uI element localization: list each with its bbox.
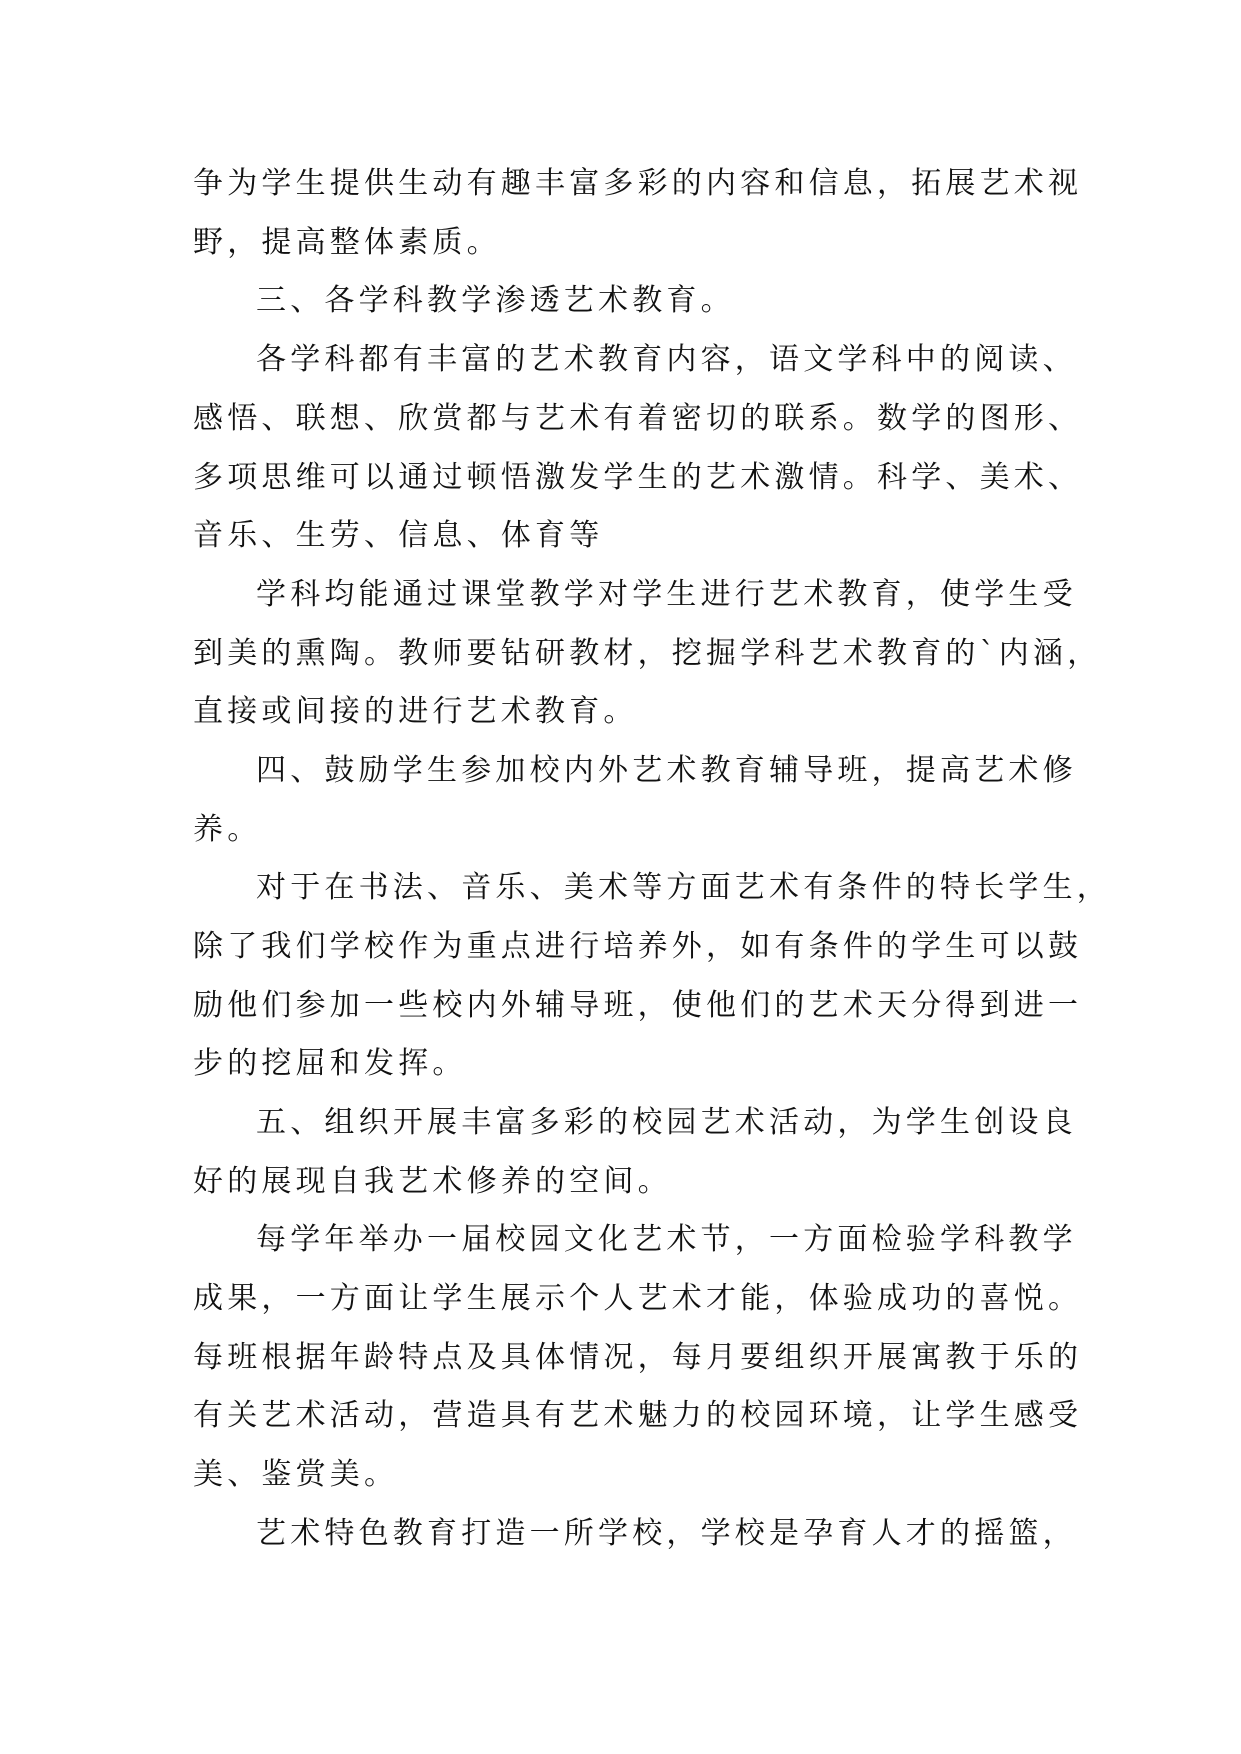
text-line: 有关艺术活动，营造具有艺术魅力的校园环境，让学生感受 [193,1398,1083,1433]
text-line: 步的挖屈和发挥。 [193,1046,467,1081]
section-heading: 四、鼓励学生参加校内外艺术教育辅导班，提高艺术修 [256,753,1077,788]
text-line: 对于在书法、音乐、美术等方面艺术有条件的特长学生， [256,870,1111,905]
text-line: 每学年举办一届校园文化艺术节，一方面检验学科教学 [256,1222,1077,1257]
section-heading-continued: 养。 [193,812,262,847]
section-heading-continued: 好的展现自我艺术修养的空间。 [193,1164,672,1199]
text-line: 到美的熏陶。教师要钻研教材，挖掘学科艺术教育的`内涵， [193,636,1102,671]
text-line: 音乐、生劳、信息、体育等 [193,518,604,553]
text-line: 感悟、联想、欣赏都与艺术有着密切的联系。数学的图形、 [193,401,1083,436]
text-line: 学科均能通过课堂教学对学生进行艺术教育，使学生受 [256,577,1077,612]
text-line: 除了我们学校作为重点进行培养外，如有条件的学生可以鼓 [193,929,1083,964]
text-line: 励他们参加一些校内外辅导班，使他们的艺术天分得到进一 [193,988,1083,1023]
text-line: 每班根据年龄特点及具体情况，每月要组织开展寓教于乐的 [193,1340,1083,1375]
text-line: 艺术特色教育打造一所学校，学校是孕育人才的摇篮， [256,1516,1077,1551]
text-line: 争为学生提供生动有趣丰富多彩的内容和信息，拓展艺术视 [193,166,1083,201]
text-line: 美、鉴赏美。 [193,1457,399,1492]
section-heading: 三、各学科教学渗透艺术教育。 [256,283,735,318]
text-line: 成果，一方面让学生展示个人艺术才能，体验成功的喜悦。 [193,1281,1083,1316]
text-line: 野，提高整体素质。 [193,225,501,260]
section-heading: 五、组织开展丰富多彩的校园艺术活动，为学生创设良 [256,1105,1077,1140]
text-line: 直接或间接的进行艺术教育。 [193,694,638,729]
text-line: 各学科都有丰富的艺术教育内容，语文学科中的阅读、 [256,342,1077,377]
text-line: 多项思维可以通过顿悟激发学生的艺术激情。科学、美术、 [193,460,1083,495]
